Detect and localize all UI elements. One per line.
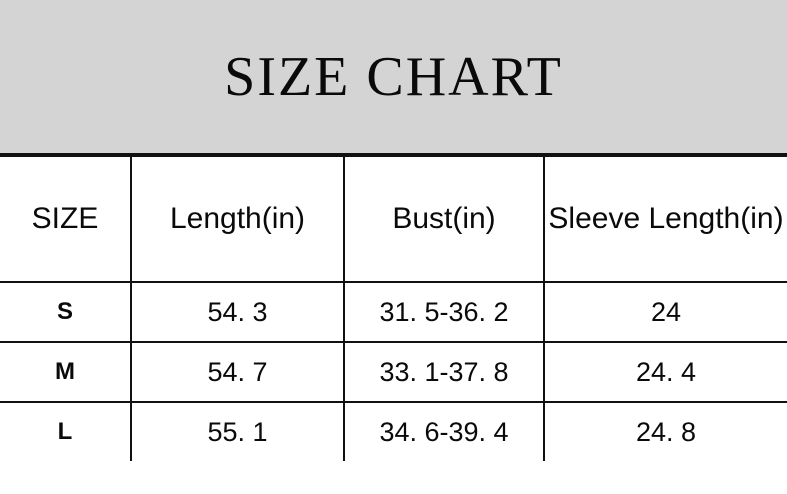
cell-size: S <box>0 282 131 342</box>
cell-bust: 31. 5-36. 2 <box>344 282 544 342</box>
cell-size: M <box>0 342 131 402</box>
column-header-length: Length(in) <box>131 156 344 282</box>
page-title: SIZE CHART <box>224 45 563 108</box>
title-band <box>0 0 787 155</box>
size-chart-table <box>0 155 787 461</box>
cell-sleeve: 24. 8 <box>544 402 787 461</box>
cell-length: 55. 1 <box>131 402 344 461</box>
cell-bust: 33. 1-37. 8 <box>344 342 544 402</box>
cell-size: L <box>0 402 131 461</box>
column-header-size: SIZE <box>0 156 131 282</box>
table-row <box>0 402 787 461</box>
cell-bust: 34. 6-39. 4 <box>344 402 544 461</box>
cell-length: 54. 7 <box>131 342 344 402</box>
column-header-bust: Bust(in) <box>344 156 544 282</box>
cell-sleeve: 24 <box>544 282 787 342</box>
table-row <box>0 282 787 342</box>
cell-length: 54. 3 <box>131 282 344 342</box>
table-row <box>0 342 787 402</box>
table-header-row <box>0 156 787 282</box>
column-header-sleeve-length: Sleeve Length(in) <box>544 156 787 282</box>
cell-sleeve: 24. 4 <box>544 342 787 402</box>
